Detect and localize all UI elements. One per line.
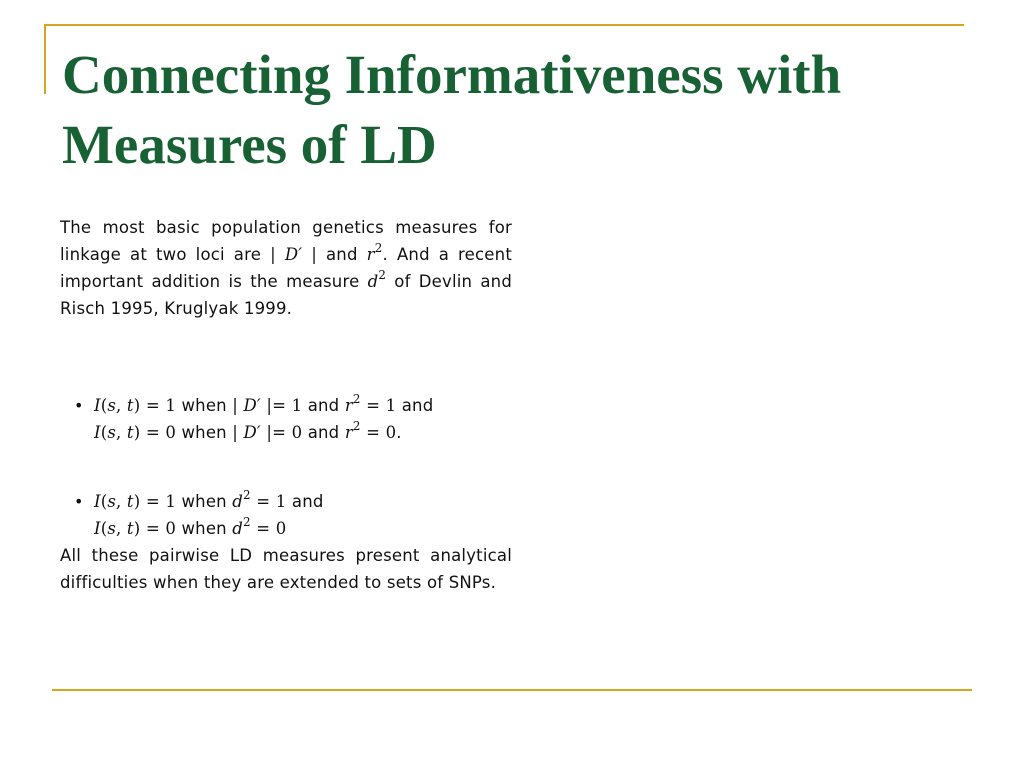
- bullet-text: and: [302, 396, 345, 415]
- math-abs-dprime-eq-0: | D′ |= 0: [232, 423, 303, 442]
- math-I-st: I(s, t) = 0: [94, 423, 177, 442]
- math-r2: $r^2$: [366, 241, 383, 264]
- bullet-text: and: [396, 396, 434, 415]
- intro-text: The most basic population genetics measures for linkage at two loci are: [60, 218, 512, 264]
- bullet-text: when: [176, 423, 233, 442]
- title-line-1: Connecting Informativeness with: [62, 44, 842, 105]
- left-rule: [44, 24, 46, 94]
- math-d2: $d^2$: [367, 268, 387, 291]
- outro-paragraph: All these pairwise LD measures present analytical difficulties when they are extended to sets of SNPs.: [60, 546, 512, 592]
- bullet-item-dprime-r2: [60, 392, 512, 446]
- intro-text: of Devlin and Risch 1995, Kruglyak 1999.: [60, 272, 512, 318]
- math-d2-eq-1: $d^2 = 1$: [232, 488, 287, 511]
- math-I-st: I(s, t) = 0: [94, 519, 177, 538]
- math-abs-dprime: | D′ |: [270, 245, 317, 264]
- bullet-list: [60, 392, 512, 542]
- top-rule: [44, 24, 964, 26]
- intro-text: and: [317, 245, 367, 264]
- bullet-dot-icon: •: [74, 492, 84, 511]
- bullet-text: when: [176, 396, 233, 415]
- bullet-dot-icon: •: [74, 396, 84, 415]
- bullet-text: when: [176, 519, 233, 538]
- bullet-text: and: [302, 423, 345, 442]
- math-d2-eq-0: $d^2 = 0$: [232, 515, 287, 538]
- bullet-text: when: [176, 492, 233, 511]
- math-r2-eq-1: $r^2 = 1$: [344, 392, 397, 415]
- math-abs-dprime-eq-1: | D′ |= 1: [232, 396, 303, 415]
- math-r2-eq-0: $r^2 = 0$: [344, 419, 397, 442]
- intro-text: . And a recent important addition is the measure: [60, 245, 512, 291]
- math-I-st: I(s, t) = 1: [94, 492, 177, 511]
- bullet-text: .: [396, 423, 402, 442]
- slide-title: [62, 40, 962, 180]
- bullet-item-d2: [60, 488, 512, 542]
- slide-body: [60, 214, 512, 596]
- math-I-st: I(s, t) = 1: [94, 396, 177, 415]
- bottom-rule: [52, 689, 972, 691]
- title-line-2: Measures of LD: [62, 114, 437, 175]
- bullet-text: and: [286, 492, 324, 511]
- intro-paragraph: [60, 214, 512, 322]
